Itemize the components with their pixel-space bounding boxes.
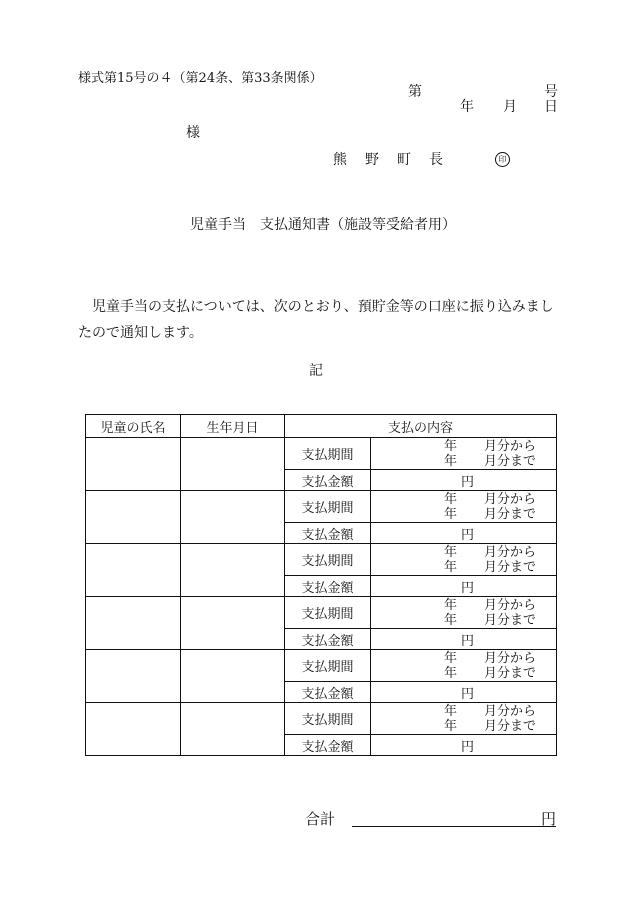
total-label: 合計 bbox=[305, 810, 336, 828]
period-year-from: 年 bbox=[444, 545, 458, 560]
child-name-cell[interactable] bbox=[86, 438, 181, 491]
amount-yen: 円 bbox=[461, 474, 475, 490]
period-year-from: 年 bbox=[444, 704, 458, 719]
period-cell[interactable] bbox=[371, 544, 557, 576]
amount-yen: 円 bbox=[461, 633, 475, 649]
amount-label: 支払金額 bbox=[285, 682, 371, 703]
period-label: 支払期間 bbox=[285, 438, 371, 470]
birth-date-cell[interactable] bbox=[181, 438, 285, 491]
period-cell[interactable] bbox=[371, 491, 557, 523]
period-cell[interactable] bbox=[371, 650, 557, 682]
period-month-from: 月分から bbox=[484, 439, 537, 454]
birth-date-cell[interactable] bbox=[181, 597, 285, 650]
table-row bbox=[86, 491, 557, 523]
period-month-to: 月分まで bbox=[484, 560, 537, 575]
period-year-to: 年 bbox=[444, 666, 458, 681]
table-row bbox=[86, 703, 557, 735]
period-year-to: 年 bbox=[444, 507, 458, 522]
period-month-from: 月分から bbox=[484, 704, 537, 719]
period-year-from: 年 bbox=[444, 492, 458, 507]
period-month-to: 月分まで bbox=[484, 454, 537, 469]
issue-date bbox=[455, 96, 558, 114]
amount-cell[interactable] bbox=[371, 629, 557, 650]
table-row bbox=[86, 544, 557, 576]
table-row bbox=[86, 597, 557, 629]
total-yen: 円 bbox=[540, 810, 556, 828]
child-name-cell[interactable] bbox=[86, 597, 181, 650]
total-amount-field[interactable] bbox=[352, 807, 556, 827]
period-cell[interactable] bbox=[371, 597, 557, 629]
child-name-cell[interactable] bbox=[86, 650, 181, 703]
period-month-from: 月分から bbox=[484, 651, 537, 666]
amount-yen: 円 bbox=[461, 739, 475, 755]
form-number: 様式第15号の４（第24条、第33条関係） bbox=[78, 71, 323, 86]
amount-cell[interactable] bbox=[371, 523, 557, 544]
date-month: 月 bbox=[503, 99, 517, 115]
period-month-to: 月分まで bbox=[484, 613, 537, 628]
amount-cell[interactable] bbox=[371, 576, 557, 597]
issuer-name: 熊野町長 bbox=[333, 152, 461, 168]
header-child-name: 児童の氏名 bbox=[86, 415, 181, 438]
amount-label: 支払金額 bbox=[285, 735, 371, 756]
amount-cell[interactable] bbox=[371, 470, 557, 491]
child-name-cell[interactable] bbox=[86, 703, 181, 756]
amount-label: 支払金額 bbox=[285, 576, 371, 597]
ki-heading: 記 bbox=[309, 363, 323, 379]
period-month-from: 月分から bbox=[484, 598, 537, 613]
child-name-cell[interactable] bbox=[86, 544, 181, 597]
header-birth-date: 生年月日 bbox=[181, 415, 285, 438]
payment-detail-table bbox=[85, 414, 557, 756]
period-cell[interactable] bbox=[371, 703, 557, 735]
header-payment-content: 支払の内容 bbox=[285, 415, 557, 438]
amount-yen: 円 bbox=[461, 527, 475, 543]
period-label: 支払期間 bbox=[285, 597, 371, 629]
period-month-to: 月分まで bbox=[484, 719, 537, 734]
addressee-suffix: 様 bbox=[186, 125, 200, 141]
date-year: 年 bbox=[460, 99, 474, 115]
notice-body bbox=[78, 294, 560, 346]
period-month-to: 月分まで bbox=[484, 507, 537, 522]
period-month-to: 月分まで bbox=[484, 666, 537, 681]
amount-yen: 円 bbox=[461, 580, 475, 596]
period-year-to: 年 bbox=[444, 560, 458, 575]
child-name-cell[interactable] bbox=[86, 491, 181, 544]
period-year-to: 年 bbox=[444, 613, 458, 628]
amount-cell[interactable] bbox=[371, 735, 557, 756]
period-label: 支払期間 bbox=[285, 703, 371, 735]
amount-yen: 円 bbox=[461, 686, 475, 702]
amount-cell[interactable] bbox=[371, 682, 557, 703]
birth-date-cell[interactable] bbox=[181, 544, 285, 597]
birth-date-cell[interactable] bbox=[181, 703, 285, 756]
amount-label: 支払金額 bbox=[285, 470, 371, 491]
amount-label: 支払金額 bbox=[285, 629, 371, 650]
period-year-from: 年 bbox=[444, 651, 458, 666]
date-day: 日 bbox=[544, 99, 558, 115]
document-number-prefix: 第 bbox=[408, 84, 422, 100]
period-label: 支払期間 bbox=[285, 650, 371, 682]
period-label: 支払期間 bbox=[285, 544, 371, 576]
period-year-to: 年 bbox=[444, 454, 458, 469]
seal-mark: 印 bbox=[495, 152, 510, 167]
period-year-from: 年 bbox=[444, 598, 458, 613]
table-row bbox=[86, 438, 557, 470]
period-year-from: 年 bbox=[444, 439, 458, 454]
notice-body-line-2: たので通知します。 bbox=[78, 325, 203, 341]
birth-date-cell[interactable] bbox=[181, 650, 285, 703]
document-title: 児童手当 支払通知書（施設等受給者用） bbox=[190, 217, 456, 233]
document-number-suffix: 号 bbox=[544, 84, 558, 100]
period-cell[interactable] bbox=[371, 438, 557, 470]
period-month-from: 月分から bbox=[484, 492, 537, 507]
period-year-to: 年 bbox=[444, 719, 458, 734]
period-month-from: 月分から bbox=[484, 545, 537, 560]
birth-date-cell[interactable] bbox=[181, 491, 285, 544]
amount-label: 支払金額 bbox=[285, 523, 371, 544]
notice-body-line-1: 児童手当の支払については、次のとおり、預貯金等の口座に振り込みまし bbox=[78, 299, 554, 315]
table-row bbox=[86, 650, 557, 682]
period-label: 支払期間 bbox=[285, 491, 371, 523]
